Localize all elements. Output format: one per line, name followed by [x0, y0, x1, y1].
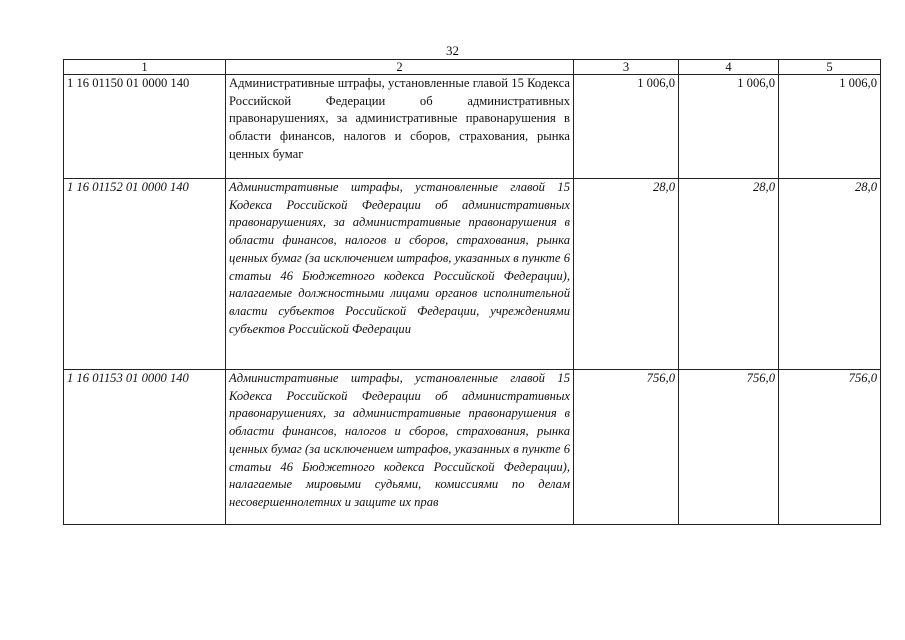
row-code: 1 16 01150 01 0000 140 [64, 75, 226, 179]
header-col-3: 3 [574, 60, 679, 75]
row-value-col4: 1 006,0 [679, 75, 779, 179]
header-col-4: 4 [679, 60, 779, 75]
page-number: 32 [446, 43, 459, 58]
row-value-col3: 756,0 [574, 370, 679, 525]
row-code: 1 16 01153 01 0000 140 [64, 370, 226, 525]
table-row [64, 370, 881, 525]
row-value-col5: 28,0 [779, 179, 881, 370]
row-description: Административные штрафы, установленные главой 15 Кодекса Российской Федерации об административных правонарушениях, за административные правонарушения в области финансов, налогов и сборов, страхования, рынка ценных бумаг (за исключением штрафов, указанных в пункте 6 статьи 46 Бюджетного кодекса Российской Федерации), налагаемые мировыми судьями, комиссиями по делам несовершеннолетних и защите их прав [226, 370, 574, 525]
row-value-col4: 756,0 [679, 370, 779, 525]
header-col-2: 2 [226, 60, 574, 75]
table-row [64, 75, 881, 179]
row-value-col5: 1 006,0 [779, 75, 881, 179]
table-header [64, 60, 881, 75]
row-value-col5: 756,0 [779, 370, 881, 525]
header-col-5: 5 [779, 60, 881, 75]
row-code: 1 16 01152 01 0000 140 [64, 179, 226, 370]
row-description: Административные штрафы, установленные главой 15 Кодекса Российской Федерации об административных правонарушениях, за административные правонарушения в области финансов, налогов и сборов, страхования, рынка ценных бумаг [226, 75, 574, 179]
header-col-1: 1 [64, 60, 226, 75]
row-description: Административные штрафы, установленные главой 15 Кодекса Российской Федерации об административных правонарушениях, за административные правонарушения в области финансов, налогов и сборов, страхования, рынка ценных бумаг (за исключением штрафов, указанных в пункте 6 статьи 46 Бюджетного кодекса Российской Федерации), налагаемые должностными лицами органов исполнительной власти субъектов Российской Федерации, учреждениями субъектов Российской Федерации [226, 179, 574, 370]
row-value-col3: 1 006,0 [574, 75, 679, 179]
budget-table [63, 59, 881, 525]
header-row [64, 60, 881, 75]
table-row [64, 179, 881, 370]
row-value-col3: 28,0 [574, 179, 679, 370]
row-value-col4: 28,0 [679, 179, 779, 370]
